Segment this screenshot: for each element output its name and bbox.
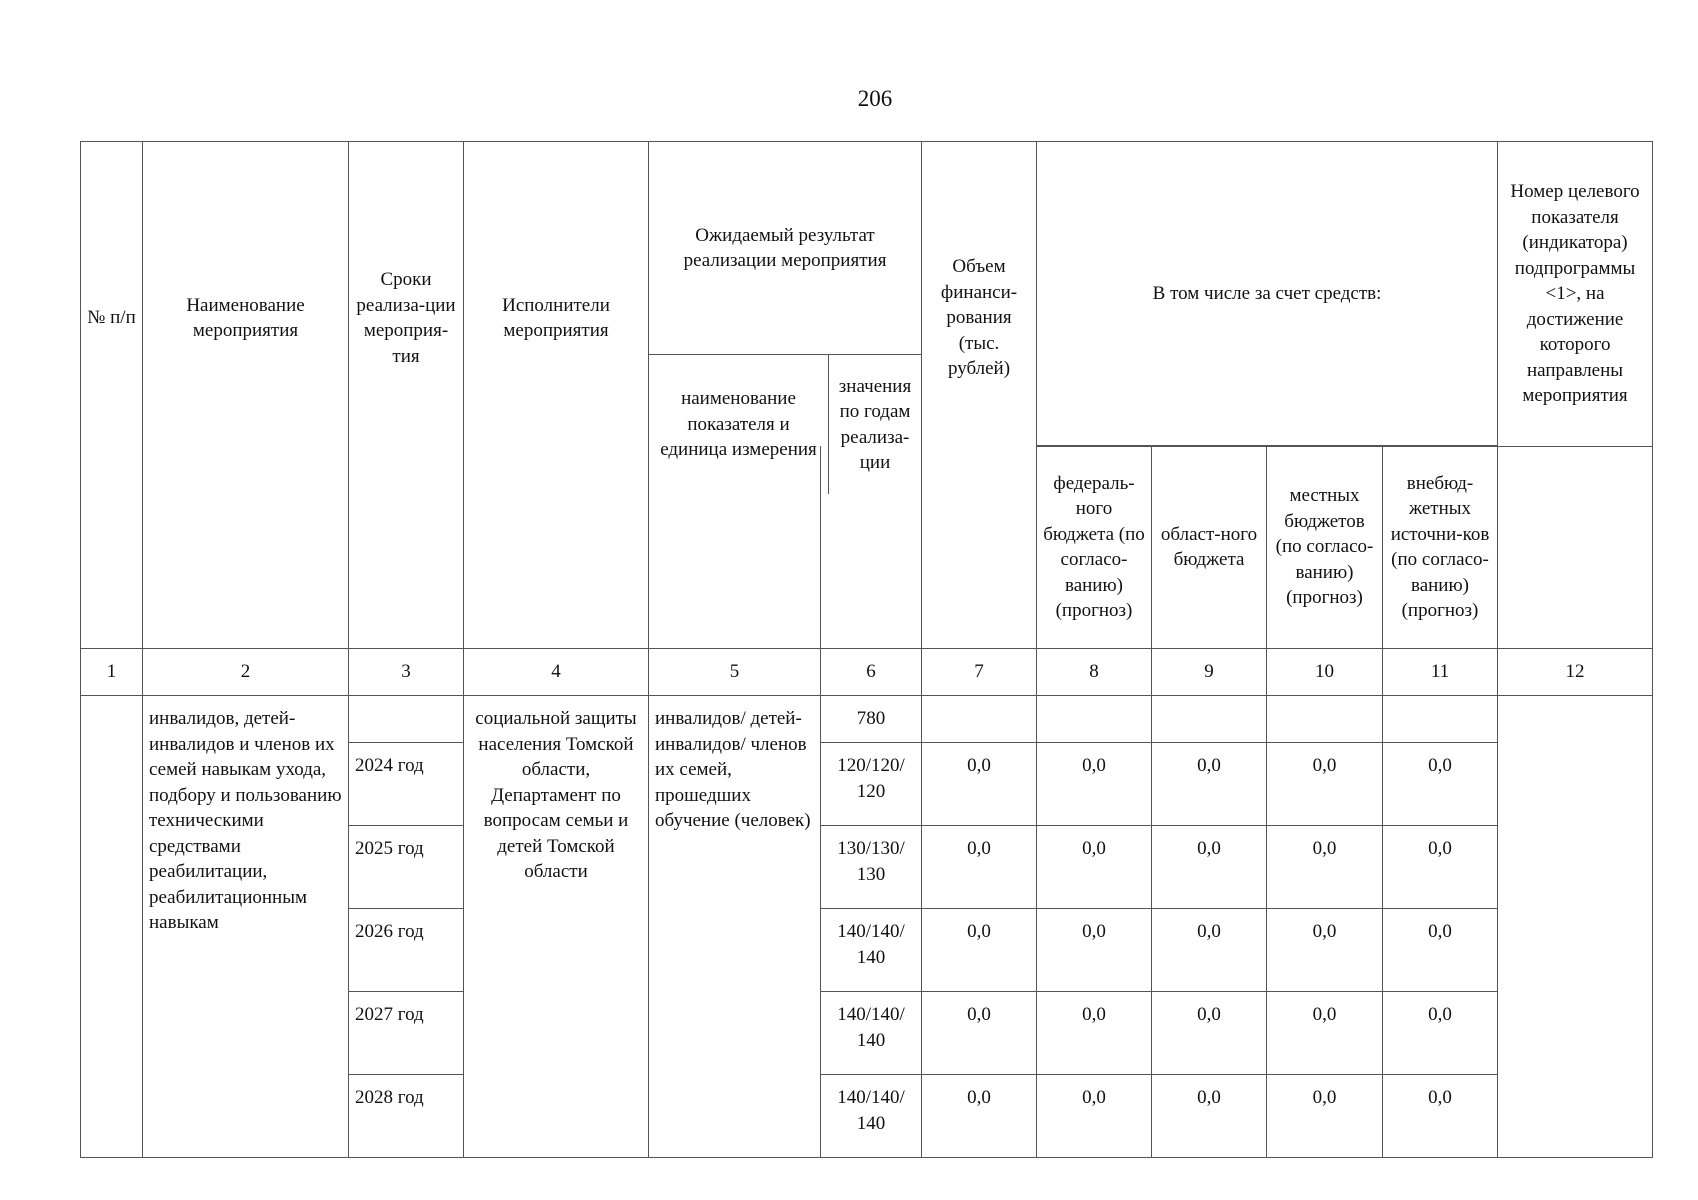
header-including: В том числе за счет средств: (1037, 142, 1497, 447)
header-expected-result: Ожидаемый результат реализации мероприятия (649, 142, 921, 355)
year-cell: 2024 год (349, 743, 464, 826)
activities-table-lower (80, 445, 1653, 1158)
activity-name-cell: инвалидов, детей-инвалидов и членов их семей навыкам ухода, подбору и пользованию техническими средствами реабилитации, реабилитационным навыкам (143, 696, 349, 1158)
executor-cell: социальной защиты населения Томской области, Департамент по вопросам семьи и детей Томской области (464, 696, 649, 1158)
federal-cell: 0,0 (1037, 992, 1152, 1075)
local-cell: 0,0 (1267, 909, 1383, 992)
value-cell: 140/140/ 140 (821, 909, 922, 992)
header-federal: федераль-ного бюджета (по согласо-ванию) (прогноз) (1037, 446, 1152, 649)
column-number: 8 (1037, 649, 1152, 696)
table-row (81, 696, 1653, 743)
local-cell: 0,0 (1267, 1075, 1383, 1158)
header-regional: област-ного бюджета (1152, 446, 1267, 649)
header-extrabudget: внебюд-жетных источни-ков (по согласо-ванию) (прогноз) (1383, 446, 1498, 649)
column-number: 2 (143, 649, 349, 696)
value-cell: 140/140/ 140 (821, 1075, 922, 1158)
header-indicator-number-group (1498, 142, 1653, 495)
column-number: 1 (81, 649, 143, 696)
column-number: 6 (821, 649, 922, 696)
header-indicator-name: наименование показателя и единица измерения (649, 355, 829, 494)
total-value-cell: 780 (821, 696, 922, 743)
header-values-cont (821, 446, 922, 649)
regional-cell: 0,0 (1152, 1075, 1267, 1158)
indicator-cell: инвалидов/ детей-инвалидов/ членов их семей, прошедших обучение (человек) (649, 696, 821, 1158)
header-executors: Исполнители мероприятия (464, 142, 649, 495)
volume-cell: 0,0 (922, 1075, 1037, 1158)
column-number: 7 (922, 649, 1037, 696)
regional-cell: 0,0 (1152, 826, 1267, 909)
column-number: 10 (1267, 649, 1383, 696)
header-values-by-year: значения по годам реализа-ции (838, 375, 912, 473)
column-number: 5 (649, 649, 821, 696)
column-number: 12 (1498, 649, 1653, 696)
extra-cell: 0,0 (1383, 992, 1498, 1075)
year-cell: 2028 год (349, 1075, 464, 1158)
header-terms: Сроки реализа-ции мероприя-тия (349, 142, 464, 495)
federal-cell: 0,0 (1037, 909, 1152, 992)
column-number: 3 (349, 649, 464, 696)
value-cell: 140/140/ 140 (821, 992, 922, 1075)
page-number: 206 (857, 86, 893, 111)
extra-cell: 0,0 (1383, 826, 1498, 909)
extra-cell: 0,0 (1383, 909, 1498, 992)
regional-cell: 0,0 (1152, 992, 1267, 1075)
header-local: местных бюджетов (по согласо-ванию) (прогноз) (1267, 446, 1383, 649)
federal-cell: 0,0 (1037, 743, 1152, 826)
local-cell: 0,0 (1267, 826, 1383, 909)
header-expected-result-group (649, 142, 922, 495)
volume-cell: 0,0 (922, 743, 1037, 826)
column-number: 4 (464, 649, 649, 696)
header-indicator-name-cont (649, 446, 821, 649)
value-cell: 130/130/ 130 (821, 826, 922, 909)
value-cell: 120/120/ 120 (821, 743, 922, 826)
year-cell: 2025 год (349, 826, 464, 909)
extra-cell: 0,0 (1383, 743, 1498, 826)
federal-cell: 0,0 (1037, 826, 1152, 909)
extra-cell: 0,0 (1383, 1075, 1498, 1158)
regional-cell: 0,0 (1152, 909, 1267, 992)
row-number-cell (81, 696, 143, 1158)
volume-cell: 0,0 (922, 909, 1037, 992)
header-activity-name: Наименование мероприятия (143, 142, 349, 495)
header-number: № п/п (81, 142, 143, 495)
regional-cell: 0,0 (1152, 743, 1267, 826)
column-numbers-row (81, 649, 1653, 696)
activities-table-full (80, 141, 1653, 494)
header-funding-volume: Объем финанси-рования (тыс. рублей) (922, 142, 1037, 495)
volume-cell: 0,0 (922, 992, 1037, 1075)
indicator-number-cell (1498, 696, 1653, 1158)
header-indicator-number: Номер целевого показателя (индикатора) подпрограммы <1>, на достижение которого направлены мероприятия (1498, 142, 1652, 447)
volume-cell: 0,0 (922, 826, 1037, 909)
header-including-group (1037, 142, 1498, 495)
local-cell: 0,0 (1267, 992, 1383, 1075)
federal-cell: 0,0 (1037, 1075, 1152, 1158)
year-cell-empty (349, 696, 464, 743)
column-number: 9 (1152, 649, 1267, 696)
year-cell: 2026 год (349, 909, 464, 992)
year-cell: 2027 год (349, 992, 464, 1075)
column-number: 11 (1383, 649, 1498, 696)
local-cell: 0,0 (1267, 743, 1383, 826)
